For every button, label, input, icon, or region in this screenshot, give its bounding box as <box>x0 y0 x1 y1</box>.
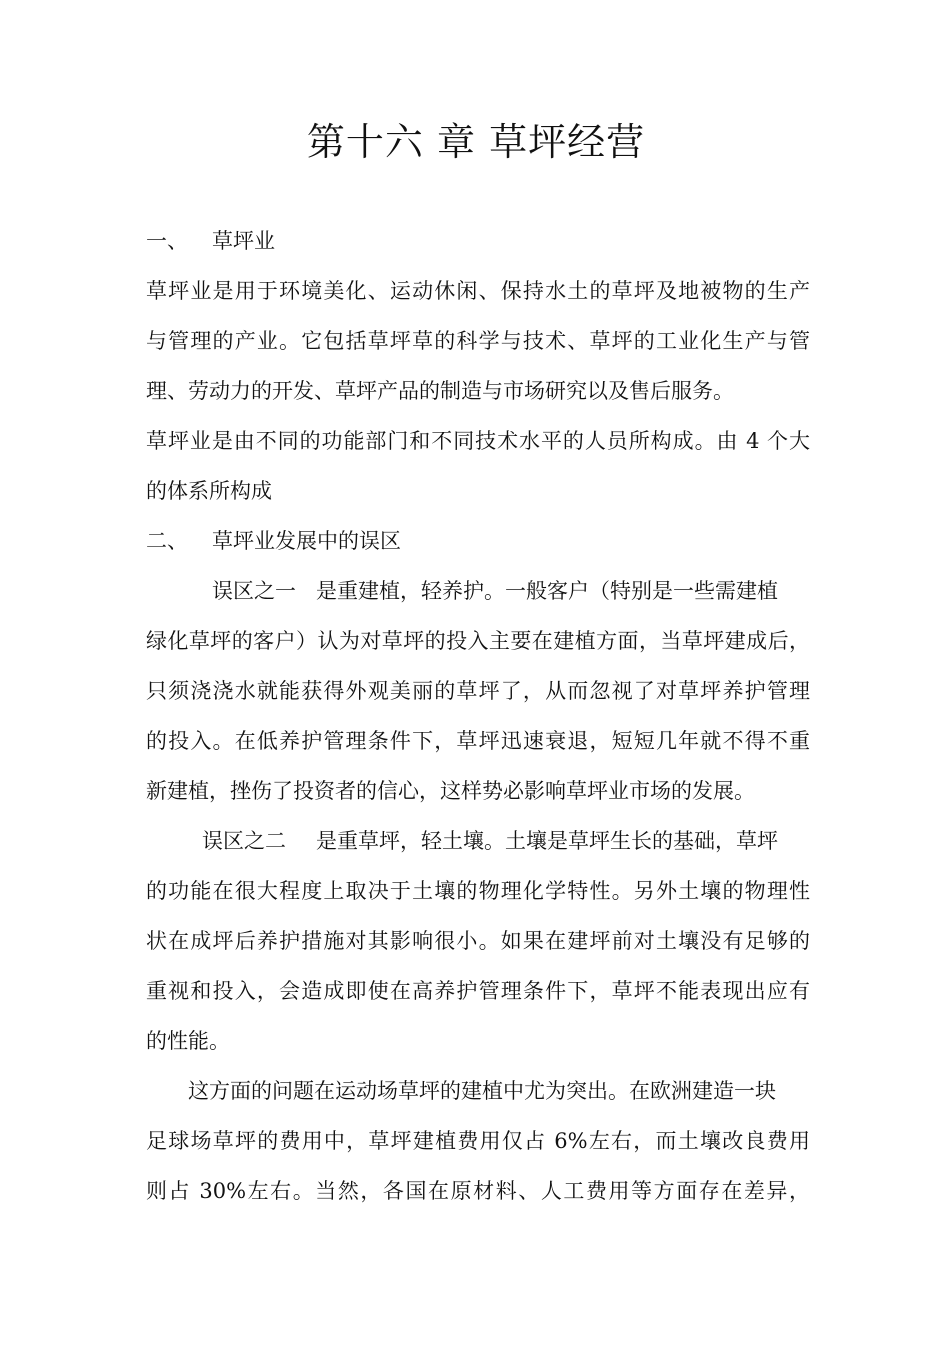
paragraph-line: 草坪业是用于环境美化、运动休闲、保持水土的草坪及地被物的生产 <box>146 279 810 303</box>
misconception-2-lead <box>146 816 810 866</box>
paragraph-line: 与管理的产业。它包括草坪草的科学与技术、草坪的工业化生产与管 <box>146 329 810 353</box>
paragraph-line: 的功能在很大程度上取决于土壤的物理化学特性。另外土壤的物理性 <box>146 879 810 903</box>
paragraph-line: 的体系所构成 <box>146 479 272 503</box>
section-heading-2 <box>146 516 810 566</box>
page-title: 第十六 章 草坪经营 <box>306 120 646 164</box>
misconception-text: 是重草坪，轻土壤。土壤是草坪生长的基础，草坪 <box>316 829 778 853</box>
paragraph-line: 的性能。 <box>146 1029 230 1053</box>
misconception-text: 是重建植，轻养护。一般客户（特别是一些需建植 <box>316 579 778 603</box>
paragraph-line: 草坪业是由不同的功能部门和不同技术水平的人员所构成。由 4 个大 <box>146 429 810 453</box>
section-heading-1 <box>146 216 810 266</box>
paragraph-line: 重视和投入，会造成即使在高养护管理条件下，草坪不能表现出应有 <box>146 979 810 1003</box>
section-number: 二、 <box>146 529 188 553</box>
paragraph-line: 状在成坪后养护措施对其影响很小。如果在建坪前对土壤没有足够的 <box>146 929 810 953</box>
paragraph-line: 绿化草坪的客户）认为对草坪的投入主要在建植方面，当草坪建成后， <box>146 629 810 653</box>
paragraph-line-indented <box>146 1066 810 1116</box>
misconception-label: 误区之二 <box>202 829 286 853</box>
section-number: 一、 <box>146 229 188 253</box>
section-title: 草坪业发展中的误区 <box>212 529 401 553</box>
misconception-1-lead <box>146 566 810 616</box>
paragraph-line: 新建植，挫伤了投资者的信心，这样势必影响草坪业市场的发展。 <box>146 779 755 803</box>
paragraph-line: 则占 30%左右。当然，各国在原材料、人工费用等方面存在差异， <box>146 1179 810 1203</box>
paragraph-line: 理、劳动力的开发、草坪产品的制造与市场研究以及售后服务。 <box>146 379 734 403</box>
paragraph-line: 的投入。在低养护管理条件下，草坪迅速衰退，短短几年就不得不重 <box>146 729 810 753</box>
misconception-label: 误区之一 <box>212 579 296 603</box>
paragraph-text: 这方面的问题在运动场草坪的建植中尤为突出。在欧洲建造一块 <box>188 1079 776 1103</box>
paragraph-line: 足球场草坪的费用中，草坪建植费用仅占 6%左右，而土壤改良费用 <box>146 1129 810 1153</box>
section-title: 草坪业 <box>212 229 275 253</box>
paragraph-line: 只须浇浇水就能获得外观美丽的草坪了，从而忽视了对草坪养护管理 <box>146 679 810 703</box>
